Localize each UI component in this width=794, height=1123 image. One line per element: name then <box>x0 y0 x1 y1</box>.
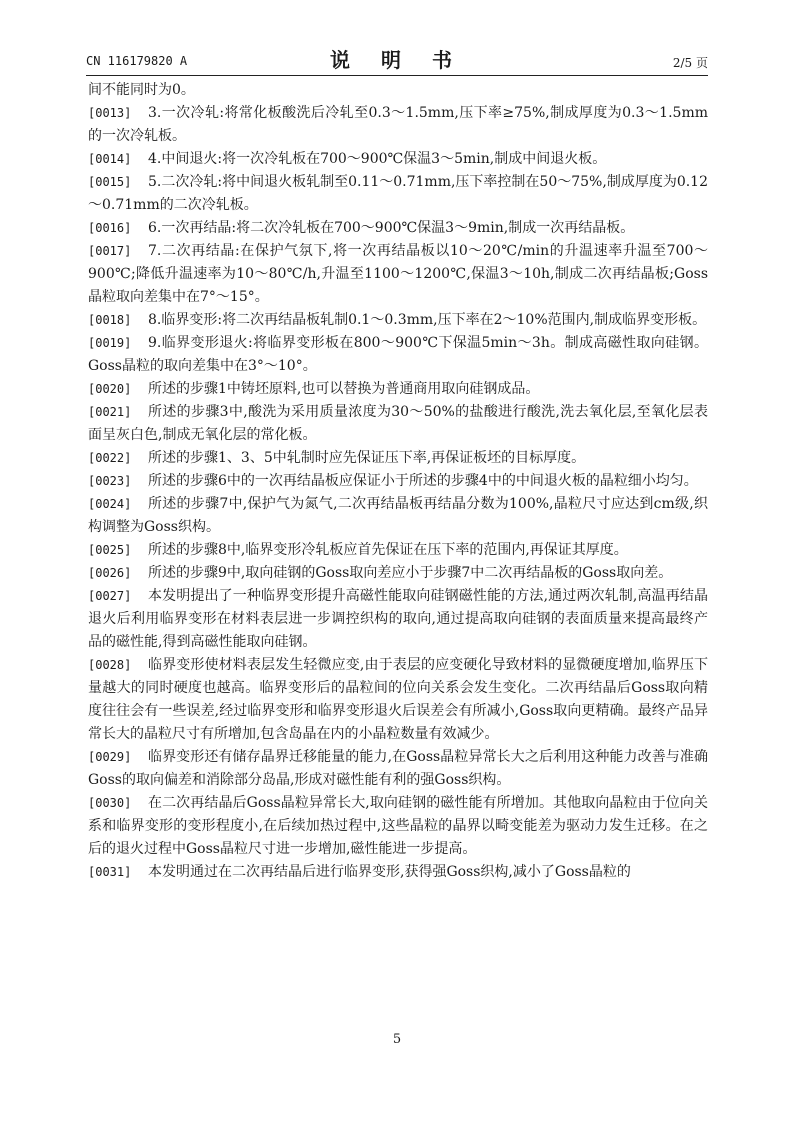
paragraph-number: [0031] <box>88 865 132 879</box>
paragraph <box>88 309 708 332</box>
continuation-text: 间不能同时为0。 <box>88 82 195 98</box>
paragraph <box>88 240 708 309</box>
paragraph <box>88 401 708 447</box>
paragraph-number: [0027] <box>88 589 132 603</box>
paragraph-number: [0024] <box>88 497 132 511</box>
paragraph <box>88 585 708 654</box>
paragraph-text: 本发明通过在二次再结晶后进行临界变形,获得强Goss织构,减小了Goss晶粒的 <box>148 864 631 880</box>
paragraph-text: 5.二次冷轧:将中间退火板轧制至0.11～0.71mm,压下率控制在50～75%,制成厚度为0.12～0.71mm的二次冷轧板。 <box>88 174 708 213</box>
paragraph <box>88 861 708 884</box>
paragraph-number: [0029] <box>88 750 132 764</box>
paragraph-text: 本发明提出了一种临界变形提升高磁性能取向硅钢磁性能的方法,通过两次轧制,高温再结晶退火后利用临界变形在材料表层进一步调控织构的取向,通过提高取向硅钢的表面质量来提高最终产品的磁性能,得到高磁性能取向硅钢。 <box>88 588 708 650</box>
paragraph-text: 临界变形还有储存晶界迁移能量的能力,在Goss晶粒异常长大之后利用这种能力改善与准确Goss的取向偏差和消除部分岛晶,形成对磁性能有利的强Goss织构。 <box>88 749 708 788</box>
paragraph <box>88 539 708 562</box>
paragraph-number: [0030] <box>88 796 132 810</box>
paragraph <box>88 654 708 746</box>
paragraph-text: 4.中间退火:将一次冷轧板在700～900℃保温3～5min,制成中间退火板。 <box>148 151 607 167</box>
paragraph-text: 9.临界变形退火:将临界变形板在800～900℃下保温5min～3h。制成高磁性取向硅钢。Goss晶粒的取向差集中在3°～10°。 <box>88 335 708 374</box>
paragraph <box>88 792 708 861</box>
page-header <box>86 44 708 74</box>
page-number: 5 <box>392 1032 402 1047</box>
paragraph-number: [0015] <box>88 175 132 189</box>
patent-number: CN 116179820 A <box>86 54 188 68</box>
paragraph <box>88 171 708 217</box>
paragraph-number: [0025] <box>88 543 132 557</box>
page-indicator: 2/5 页 <box>672 56 708 70</box>
paragraph-number: [0022] <box>88 451 132 465</box>
paragraph-number: [0019] <box>88 336 132 350</box>
paragraph-text: 6.一次再结晶:将二次冷轧板在700～900℃保温3～9min,制成一次再结晶板。 <box>148 220 635 236</box>
paragraph-text: 所述的步骤7中,保护气为氮气,二次再结晶板再结晶分数为100%,晶粒尺寸应达到cm级,织构调整为Goss织构。 <box>88 496 708 535</box>
paragraph-text: 3.一次冷轧:将常化板酸洗后冷轧至0.3～1.5mm,压下率≥75%,制成厚度为0.3～1.5mm的一次冷轧板。 <box>88 105 708 144</box>
paragraph-number: [0017] <box>88 244 132 258</box>
paragraph-number: [0028] <box>88 658 132 672</box>
paragraph-number: [0016] <box>88 221 132 235</box>
paragraph-number: [0018] <box>88 313 132 327</box>
paragraph-text: 所述的步骤1中铸坯原料,也可以替换为普通商用取向硅钢成品。 <box>148 381 540 397</box>
paragraph-number: [0023] <box>88 474 132 488</box>
document-title: 说 明 书 <box>330 48 464 72</box>
document-body <box>88 79 708 884</box>
paragraph <box>88 332 708 378</box>
paragraph <box>88 746 708 792</box>
paragraph-number: [0021] <box>88 405 132 419</box>
paragraph-text: 8.临界变形:将二次再结晶板轧制0.1～0.3mm,压下率在2～10%范围内,制成临界变形板。 <box>148 312 707 328</box>
paragraph <box>88 493 708 539</box>
paragraph-text: 所述的步骤3中,酸洗为采用质量浓度为30～50%的盐酸进行酸洗,洗去氧化层,至氧化层表面呈灰白色,制成无氧化层的常化板。 <box>88 404 708 443</box>
paragraph-text: 所述的步骤8中,临界变形冷轧板应首先保证在压下率的范围内,再保证其厚度。 <box>148 542 628 558</box>
paragraph-text: 所述的步骤6中的一次再结晶板应保证小于所述的步骤4中的中间退火板的晶粒细小均匀。 <box>148 473 698 489</box>
paragraph <box>88 217 708 240</box>
paragraph-list <box>88 102 708 884</box>
paragraph-number: [0026] <box>88 566 132 580</box>
paragraph-number: [0014] <box>88 152 132 166</box>
paragraph <box>88 378 708 401</box>
paragraph-text: 所述的步骤1、3、5中轧制时应先保证压下率,再保证板坯的目标厚度。 <box>148 450 586 466</box>
paragraph-text: 所述的步骤9中,取向硅钢的Goss取向差应小于步骤7中二次再结晶板的Goss取向差。 <box>148 565 673 581</box>
paragraph-number: [0020] <box>88 382 132 396</box>
paragraph <box>88 470 708 493</box>
paragraph <box>88 102 708 148</box>
header-rule <box>86 75 708 76</box>
paragraph-text: 临界变形使材料表层发生轻微应变,由于表层的应变硬化导致材料的显微硬度增加,临界压下量越大的同时硬度也越高。临界变形后的晶粒间的位向关系会发生变化。二次再结晶后Goss取向精度往往会有一些误差,经过临界变形和临界变形退火后误差会有所减小,Goss取向更精确。最终产品异常长大的晶粒尺寸有所增加,包含岛晶在内的小晶粒数量有效减少。 <box>88 657 708 742</box>
paragraph <box>88 148 708 171</box>
paragraph <box>88 562 708 585</box>
paragraph-number: [0013] <box>88 106 132 120</box>
paragraph-text: 在二次再结晶后Goss晶粒异常长大,取向硅钢的磁性能有所增加。其他取向晶粒由于位向关系和临界变形的变形程度小,在后续加热过程中,这些晶粒的晶界以畸变能差为驱动力发生迁移。在之后的退火过程中Goss晶粒尺寸进一步增加,磁性能进一步提高。 <box>88 795 708 857</box>
paragraph-text: 7.二次再结晶:在保护气氛下,将一次再结晶板以10～20℃/min的升温速率升温至700～900℃;降低升温速率为10～80℃/h,升温至1100～1200℃,保温3～10h,制成二次再结晶板;Goss晶粒取向差集中在7°～15°。 <box>88 243 708 305</box>
paragraph <box>88 447 708 470</box>
